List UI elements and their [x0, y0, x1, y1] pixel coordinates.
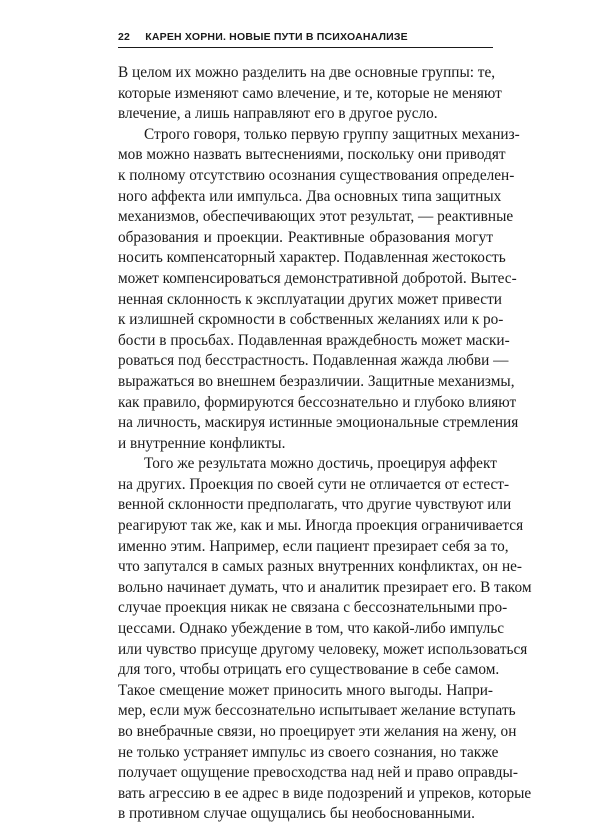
text-line: вать агрессию в ее адрес в виде подозрений и упреков, которые	[118, 784, 532, 802]
text-line: может компенсироваться демонстративной добротой. Вытес-	[118, 269, 517, 287]
text-line: Того же результата можно достичь, проецируя аффект	[144, 455, 497, 473]
text-line: для того, чтобы отрицать его существование в себе самом.	[118, 661, 500, 679]
text-line: ненная склонность к эксплуатации других может привести	[118, 290, 502, 308]
text-line: влечение, а лишь направляют его в другое русло.	[118, 105, 438, 123]
text-line: роваться под бесстрастность. Подавленная жажда любви —	[118, 352, 509, 370]
text-line: как правило, формируются бессознательно и глубоко влияют	[118, 393, 517, 411]
text-line: вольно начинает думать, что и аналитик презирает его. В таком	[118, 578, 532, 596]
text-line: именно этим. Например, если пациент презирает себя за то,	[118, 537, 509, 555]
text-line: не только устраняет импульс из своего сознания, но также	[118, 743, 499, 761]
text-line: на личность, маскируя истинные эмоциональные стремления	[118, 414, 519, 432]
text-line: цессами. Однако убеждение в том, что какой-либо импульс	[118, 620, 505, 638]
text-line: реагируют так же, как и мы. Иногда проекция ограничивается	[118, 517, 524, 535]
text-line: к излишней скромности в собственных желаниях или к ро-	[118, 311, 504, 329]
text-line: мов можно назвать вытеснениями, поскольку они приводят	[118, 146, 506, 164]
text-line: которые изменяют само влечение, и те, которые не меняют	[118, 84, 502, 102]
text-line: выражаться во внешнем безразличии. Защитные механизмы,	[118, 372, 515, 390]
page-number: 22	[118, 31, 131, 43]
text-line: во внебрачные связи, но проецирует эти желания на жену, он	[118, 723, 517, 740]
text-line: в противном случае ощущались бы необоснованными.	[118, 805, 475, 823]
page-header	[118, 27, 493, 48]
paragraph-2	[118, 125, 520, 455]
text-line: Строго говоря, только первую группу защитных механиз-	[144, 125, 520, 143]
text-body	[118, 63, 532, 825]
text-line: получает ощущение превосходства над ней и право оправды-	[118, 764, 518, 782]
text-line: носить компенсаторный характер. Подавленная жестокость	[118, 249, 506, 267]
paragraph-3	[118, 454, 532, 825]
text-line: случае проекция никак не связана с бессознательными про-	[118, 599, 508, 617]
text-line: или чувство присуще другому человеку, может использоваться	[118, 640, 528, 658]
running-title: КАРЕН ХОРНИ. НОВЫЕ ПУТИ В ПСИХОАНАЛИЗЕ	[145, 31, 408, 43]
text-line: и внутренние конфликты.	[118, 434, 286, 452]
text-line: на других. Проекция по своей сути не отличается от естест-	[118, 475, 510, 493]
text-line: бости в просьбах. Подавленная враждебность может маски-	[118, 331, 510, 349]
text-line: В целом их можно разделить на две основные группы: те,	[118, 64, 496, 81]
text-line: венной склонности предполагать, что другие чувствуют или	[118, 496, 512, 514]
text-line: к полному отсутствию осознания существования определен-	[118, 166, 515, 184]
text-line: что запутался в самых разных внутренних конфликтах, он не-	[118, 558, 523, 576]
text-line: механизмов, обеспечивающих этот результат, — реактивные	[118, 208, 514, 226]
paragraph-1	[118, 63, 502, 125]
text-line: образования и проекции. Реактивные образования могут	[118, 228, 493, 246]
text-line: ного аффекта или импульса. Два основных типа защитных	[118, 187, 502, 205]
text-line: мер, если муж бессознательно испытывает желание вступать	[118, 702, 516, 720]
text-line: Такое смещение может приносить много выгоды. Напри-	[118, 681, 493, 699]
